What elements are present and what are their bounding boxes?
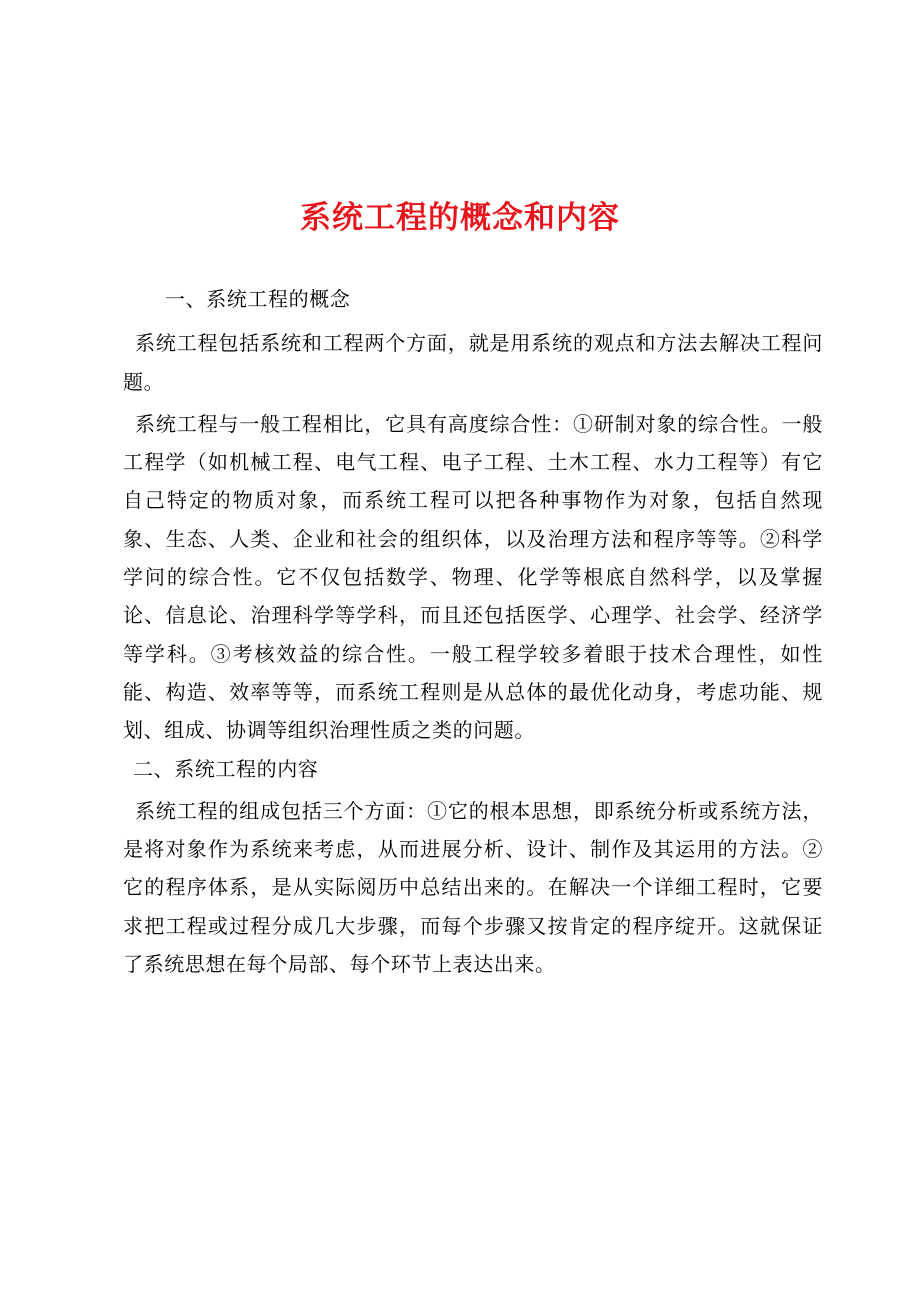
section-heading-content: 二、系统工程的内容 xyxy=(133,756,319,781)
paragraph: 系统工程包括系统和工程两个方面，就是用系统的观点和方法去解决工程问题。 xyxy=(123,331,823,394)
paragraph: 系统工程与一般工程相比，它具有高度综合性：①研制对象的综合性。一般工程学（如机械工程、电气工程、电子工程、土木工程、水力工程等）有它自己特定的物质对象，而系统工程可以把各种事物作为对象，包括自然现象、生态、人类、企业和社会的组织体，以及治理方法和程序等等。②科学学问的综合性。它不仅包括数学、物理、化学等根底自然科学，以及掌握论、信息论、治理科学等学科，而且还包括医学、心理学、社会学、经济学等学科。③考核效益的综合性。一般工程学较多着眼于技术合理性，如性能、构造、效率等等，而系统工程则是从总体的最优化动身，考虑功能、规划、组成、协调等组织治理性质之类的问题。 xyxy=(123,411,823,743)
paragraph: 系统工程的组成包括三个方面：①它的根本思想，即系统分析或系统方法，是将对象作为系统来考虑，从而进展分析、设计、制作及其运用的方法。②它的程序体系，是从实际阅历中总结出来的。在解决一个详细工程时，它要求把工程或过程分成几大步骤，而每个步骤又按肯定的程序绽开。这就保证了系统思想在每个局部、每个环节上表达出来。 xyxy=(123,798,823,977)
section-heading-concept: 一、系统工程的概念 xyxy=(165,287,351,311)
document-title: 系统工程的概念和内容 xyxy=(300,200,620,236)
document-body xyxy=(123,280,823,983)
